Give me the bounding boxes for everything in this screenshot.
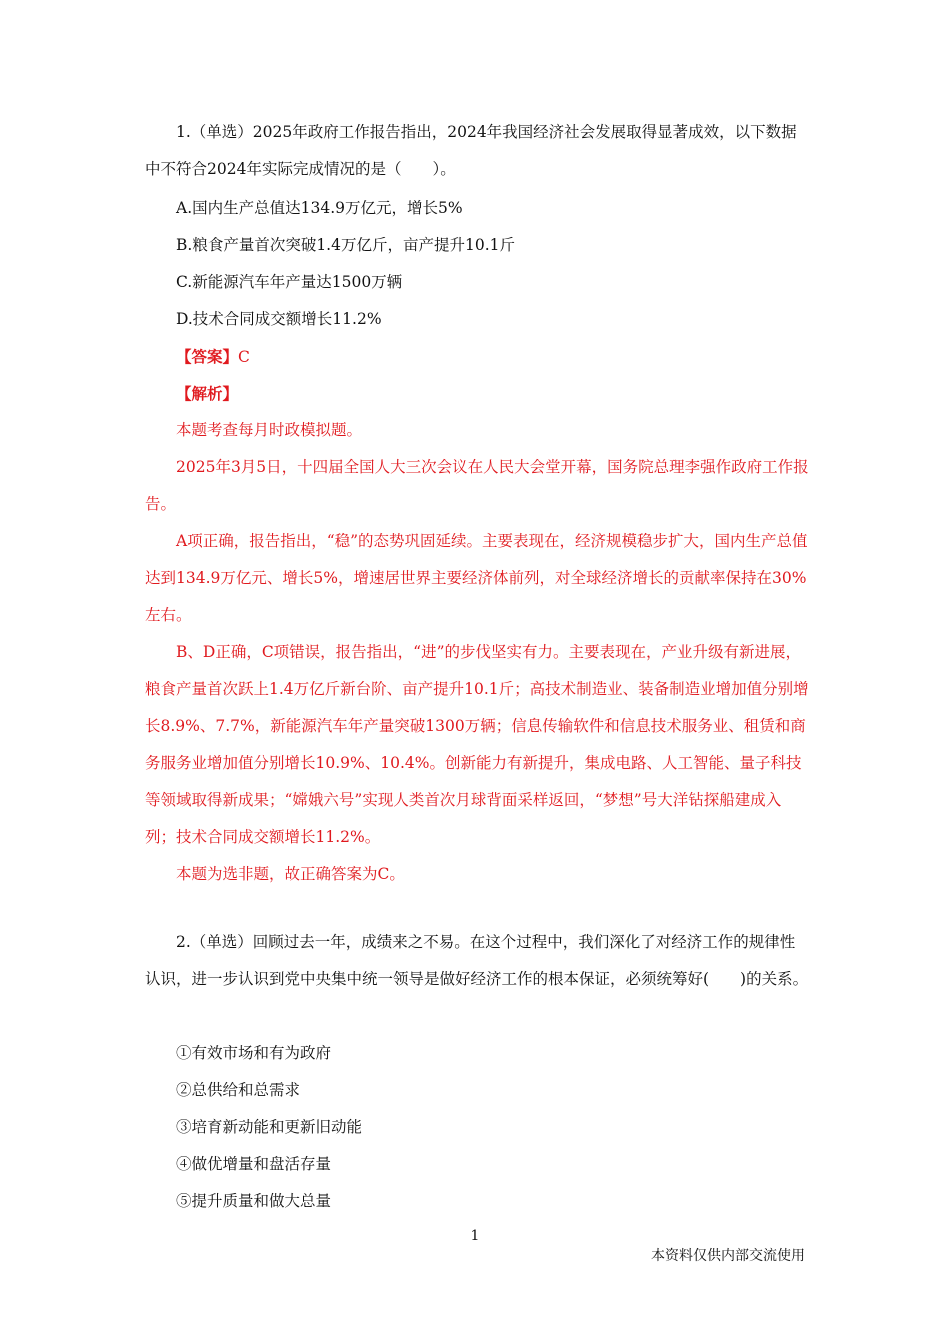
q1-option-a: A.国内生产总值达134.9万亿元，增长5% bbox=[176, 199, 463, 217]
analysis-paragraph: 本题考查每月时政模拟题。 bbox=[176, 421, 363, 439]
q1-option-b: B.粮食产量首次突破1.4万亿斤，亩产提升10.1斤 bbox=[176, 236, 515, 254]
footer-note: 本资料仅供内部交流使用 bbox=[651, 1248, 805, 1264]
analysis-conclusion: 本题为选非题，故正确答案为C。 bbox=[176, 865, 405, 883]
q2-item: ①有效市场和有为政府 bbox=[176, 1044, 332, 1062]
q2-item: ②总供给和总需求 bbox=[176, 1081, 301, 1099]
question-1-stem: 1.（单选）2025年政府工作报告指出，2024年我国经济社会发展取得显著成效，以下数据中不符合2024年实际完成情况的是（ ）。 bbox=[145, 123, 797, 178]
analysis-paragraph: 2025年3月5日，十四届全国人大三次会议在人民大会堂开幕，国务院总理李强作政府工作报告。 bbox=[145, 458, 809, 513]
answer-value: C bbox=[238, 348, 250, 366]
q2-item: ⑤提升质量和做大总量 bbox=[176, 1192, 332, 1210]
question-2-stem: 2.（单选）回顾过去一年，成绩来之不易。在这个过程中，我们深化了对经济工作的规律性认识，进一步认识到党中央集中统一领导是做好经济工作的根本保证，必须统筹好( )的关系。 bbox=[145, 933, 809, 988]
q1-option-d: D.技术合同成交额增长11.2% bbox=[176, 310, 382, 328]
analysis-paragraph: B、D正确，C项错误，报告指出，“进”的步伐坚实有力。主要表现在，产业升级有新进展，粮食产量首次跃上1.4万亿斤新台阶、亩产提升10.1斤；高技术制造业、装备制造业增加值分别增长8.9%、7.7%，新能源汽车年产量突破1300万辆；信息传输软件和信息技术服务业、租赁和商务服务业增加值分别增长10.9%、10.4%。创新能力有新提升，集成电路、人工智能、量子科技等领域取得新成果；“嫦娥六号”实现人类首次月球背面采样返回，“梦想”号大洋钻探船建成入列；技术合同成交额增长11.2%。 bbox=[145, 643, 809, 846]
page-number: 1 bbox=[470, 1228, 480, 1244]
answer-label: 【答案】 bbox=[176, 347, 239, 366]
q1-option-c: C.新能源汽车年产量达1500万辆 bbox=[176, 273, 403, 291]
q2-item: ④做优增量和盘活存量 bbox=[176, 1155, 332, 1173]
q2-item: ③培育新动能和更新旧动能 bbox=[176, 1118, 363, 1136]
q1-answer bbox=[176, 338, 806, 376]
analysis-label: 【解析】 bbox=[176, 384, 239, 403]
analysis-paragraph: A项正确，报告指出，“稳”的态势巩固延续。主要表现在，经济规模稳步扩大，国内生产总值达到134.9万亿元、增长5%，增速居世界主要经济体前列，对全球经济增长的贡献率保持在30%左右。 bbox=[145, 532, 808, 624]
